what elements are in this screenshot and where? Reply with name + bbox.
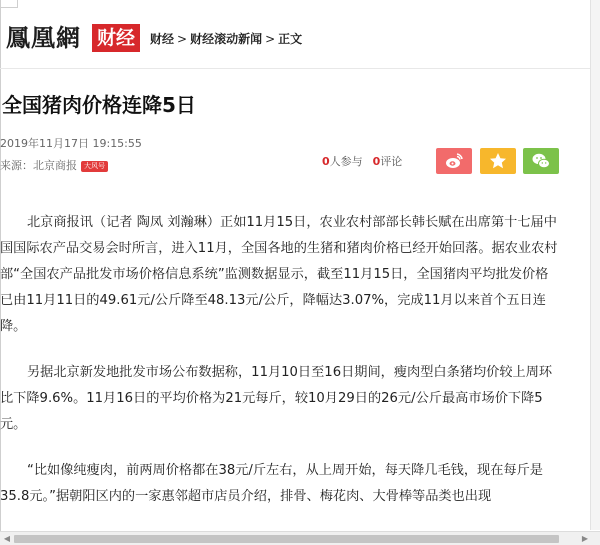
article-stats (322, 155, 402, 169)
horizontal-scrollbar[interactable] (0, 531, 600, 545)
scrollbar-thumb[interactable] (14, 535, 559, 543)
share-weibo-button[interactable] (436, 148, 472, 174)
breadcrumb-separator: > (265, 32, 276, 46)
weibo-icon (444, 151, 464, 171)
star-icon (488, 151, 508, 171)
scroll-left-icon[interactable]: ◀ (3, 534, 11, 543)
header-divider (0, 68, 590, 69)
site-header (0, 14, 590, 60)
article-paragraph: 北京商报讯（记者 陶凤 刘瀚琳）正如11月15日，农业农村部部长韩长赋在出席第十七届中国国际农产品交易会时所言，进入11月，全国各地的生猪和猪肉价格已经开始回落。据农业农村部“全国农产品批发市场价格信息系统”监测数据显示，截至11月15日，全国猪肉平均批发价格已由11月11日的49.61元/公斤降至48.13元/公斤，降幅达3.07%，完成11月以来首个五日连降。 (0, 215, 558, 334)
article-body (0, 210, 560, 530)
article-date: 2019年11月17日 19:15:55 (0, 137, 142, 150)
breadcrumb (150, 32, 302, 46)
breadcrumb-separator: > (177, 32, 188, 46)
site-logo[interactable]: 鳳凰網 (6, 23, 81, 52)
source-badge: 大风号 (81, 161, 108, 172)
breadcrumb-item-current: 正文 (278, 32, 303, 46)
participants-label: 人参与 (329, 155, 363, 168)
participants-count: 0 (322, 155, 330, 168)
corner-tab (0, 0, 18, 8)
comments-label: 评论 (380, 155, 403, 168)
article-source (0, 159, 108, 173)
share-wechat-button[interactable] (523, 148, 559, 174)
breadcrumb-item-finance[interactable]: 财经 (150, 32, 175, 46)
comments-link[interactable] (373, 155, 403, 168)
article-title: 全国猪肉价格连降5日 (2, 93, 196, 117)
favorite-button[interactable] (480, 148, 516, 174)
vertical-scroll-track[interactable] (590, 0, 600, 530)
channel-logo[interactable]: 财经 (92, 24, 140, 52)
breadcrumb-item-rolling-news[interactable]: 财经滚动新闻 (190, 32, 263, 46)
article-paragraph: 另据北京新发地批发市场公布数据称，11月10日至16日期间，瘦肉型白条猪均价较上周环比下降9.6%。11月16日的平均价格为21元每斤，较10月29日的26元/公斤最高市场价下降5元。 (0, 365, 553, 432)
participants-link[interactable] (322, 155, 363, 168)
scroll-right-icon[interactable]: ▶ (581, 534, 589, 543)
article-paragraph: “比如像纯瘦肉，前两周价格都在38元/斤左右，从上周开始，每天降几毛钱，现在每斤是35.8元。”据朝阳区内的一家惠邻超市店员介绍，排骨、梅花肉、大骨棒等品类也出现 (0, 463, 543, 504)
comments-count: 0 (372, 155, 381, 168)
wechat-icon (531, 151, 551, 171)
source-text[interactable]: 来源：北京商报 (0, 159, 77, 172)
